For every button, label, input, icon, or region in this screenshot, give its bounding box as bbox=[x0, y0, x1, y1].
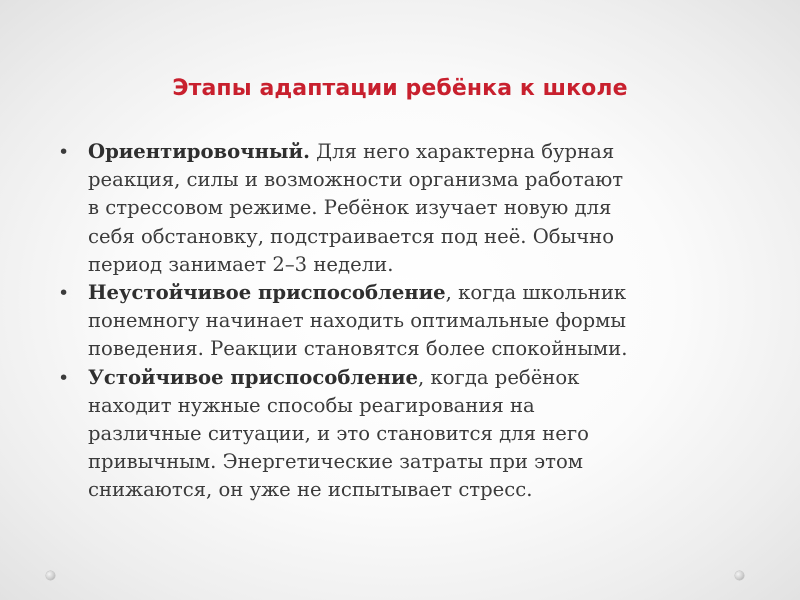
bullet-line: находит нужные способы реагирования на bbox=[88, 393, 535, 417]
bullet-line: реакция, силы и возможности организма работают bbox=[88, 168, 624, 192]
slide-title: Этапы адаптации ребёнка к школе bbox=[172, 76, 628, 101]
stage-name: Устойчивое приспособление bbox=[88, 365, 419, 389]
decorative-dot-icon bbox=[735, 571, 744, 580]
line-text: , когда ребёнок bbox=[418, 365, 580, 389]
bullet-line bbox=[88, 279, 752, 307]
bullet-line bbox=[88, 364, 752, 392]
bullet-line: себя обстановку, подстраивается под неё. Обычно bbox=[88, 224, 615, 248]
bullet-line: различные ситуации, и это становится для него bbox=[88, 422, 589, 446]
bullet-line: поведения. Реакции становятся более спокойными. bbox=[88, 337, 628, 361]
bullet-list bbox=[52, 138, 752, 505]
stage-name: Неустойчивое приспособление bbox=[88, 281, 446, 305]
bullet-dot-icon: • bbox=[58, 366, 70, 389]
bullet-line bbox=[88, 138, 752, 166]
bullet-line: понемногу начинает находить оптимальные формы bbox=[88, 309, 627, 333]
bullet-dot-icon: • bbox=[58, 282, 70, 305]
bullet-line: период занимает 2–3 недели. bbox=[88, 252, 394, 276]
stage-name: Ориентировочный. bbox=[88, 140, 310, 163]
bullet-item bbox=[52, 279, 752, 364]
bullet-item bbox=[52, 364, 752, 505]
bullet-line: в стрессовом режиме. Ребёнок изучает новую для bbox=[88, 196, 612, 220]
bullet-line: привычным. Энергетические затраты при этом bbox=[88, 450, 584, 474]
decorative-dot-icon bbox=[46, 571, 55, 580]
bullet-line: снижаются, он уже не испытывает стресс. bbox=[88, 478, 533, 502]
line-text: Для него характерна бурная bbox=[309, 140, 615, 163]
bullet-dot-icon: • bbox=[58, 141, 70, 163]
line-text: , когда школьник bbox=[445, 281, 627, 305]
bullet-item bbox=[52, 138, 752, 279]
